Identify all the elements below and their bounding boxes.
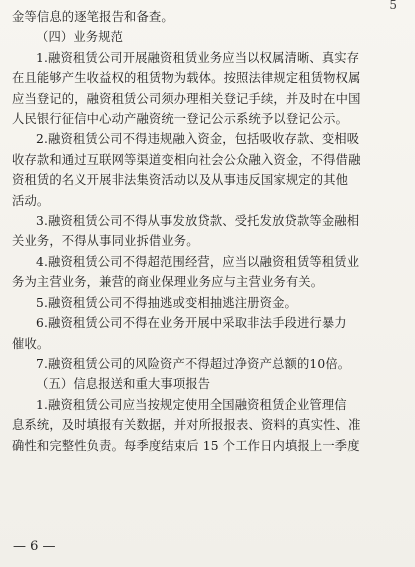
paragraph-line: 收存款和通过互联网等渠道变相向社会公众融入资金，不得借融 [12,152,361,167]
paragraph-line: 2.融资租赁公司不得违规融入资金，包括吸收存款、变相吸 [36,132,360,147]
paragraph-line: 活动。 [12,193,50,208]
paragraph-line: 7.融资租赁公司的风险资产不得超过净资产总额的10倍。 [36,356,351,371]
paragraph-line: 关业务，不得从事同业拆借业务。 [12,234,199,249]
paragraph-line: 资租赁的名义开展非法集资活动以及从事违反国家规定的其他 [12,173,349,188]
paragraph-line: 人民银行征信中心动产融资统一登记公示系统予以登记公示。 [12,112,349,127]
paragraph-line: 5.融资租赁公司不得抽逃或变相抽逃注册资金。 [36,295,297,310]
paragraph-line: 应当登记的，融资租赁公司须办理相关登记手续，并及时在中国 [12,91,361,106]
page-corner-mark: 5 [389,0,397,12]
paragraph-line: 催收。 [12,336,50,351]
paragraph-line: 息系统，及时填报有关数据，并对所报报表、资料的真实性、准 [12,418,361,433]
document-body [12,7,407,456]
paragraph-line: 3.融资租赁公司不得从事发放贷款、受托发放贷款等金融相 [36,214,360,229]
paragraph-line: 1.融资租赁公司应当按规定使用全国融资租赁企业管理信 [36,397,347,412]
text-line: 金等信息的逐笔报告和备查。 [12,10,174,24]
paragraph-line: 6.融资租赁公司不得在业务开展中采取非法手段进行暴力 [36,316,347,331]
section-heading: （五）信息报送和重大事项报告 [36,377,211,392]
paragraph-line: 4.融资租赁公司不得超范围经营，应当以融资租赁等租赁业 [36,254,360,269]
paragraph-line: 务为主营业务，兼营的商业保理业务应与主营业务有关。 [12,275,324,290]
paragraph-line: 确性和完整性负责。每季度结束后 15 个工作日内填报上一季度 [12,438,360,453]
section-heading: （四）业务规范 [36,30,124,45]
paragraph-line: 在且能够产生收益权的租赁物为载体。按照法律规定租赁物权属 [12,71,361,86]
paragraph-line: 1.融资租赁公司开展融资租赁业务应当以权属清晰、真实存 [36,50,360,65]
page-number: — 6 — [13,539,56,554]
